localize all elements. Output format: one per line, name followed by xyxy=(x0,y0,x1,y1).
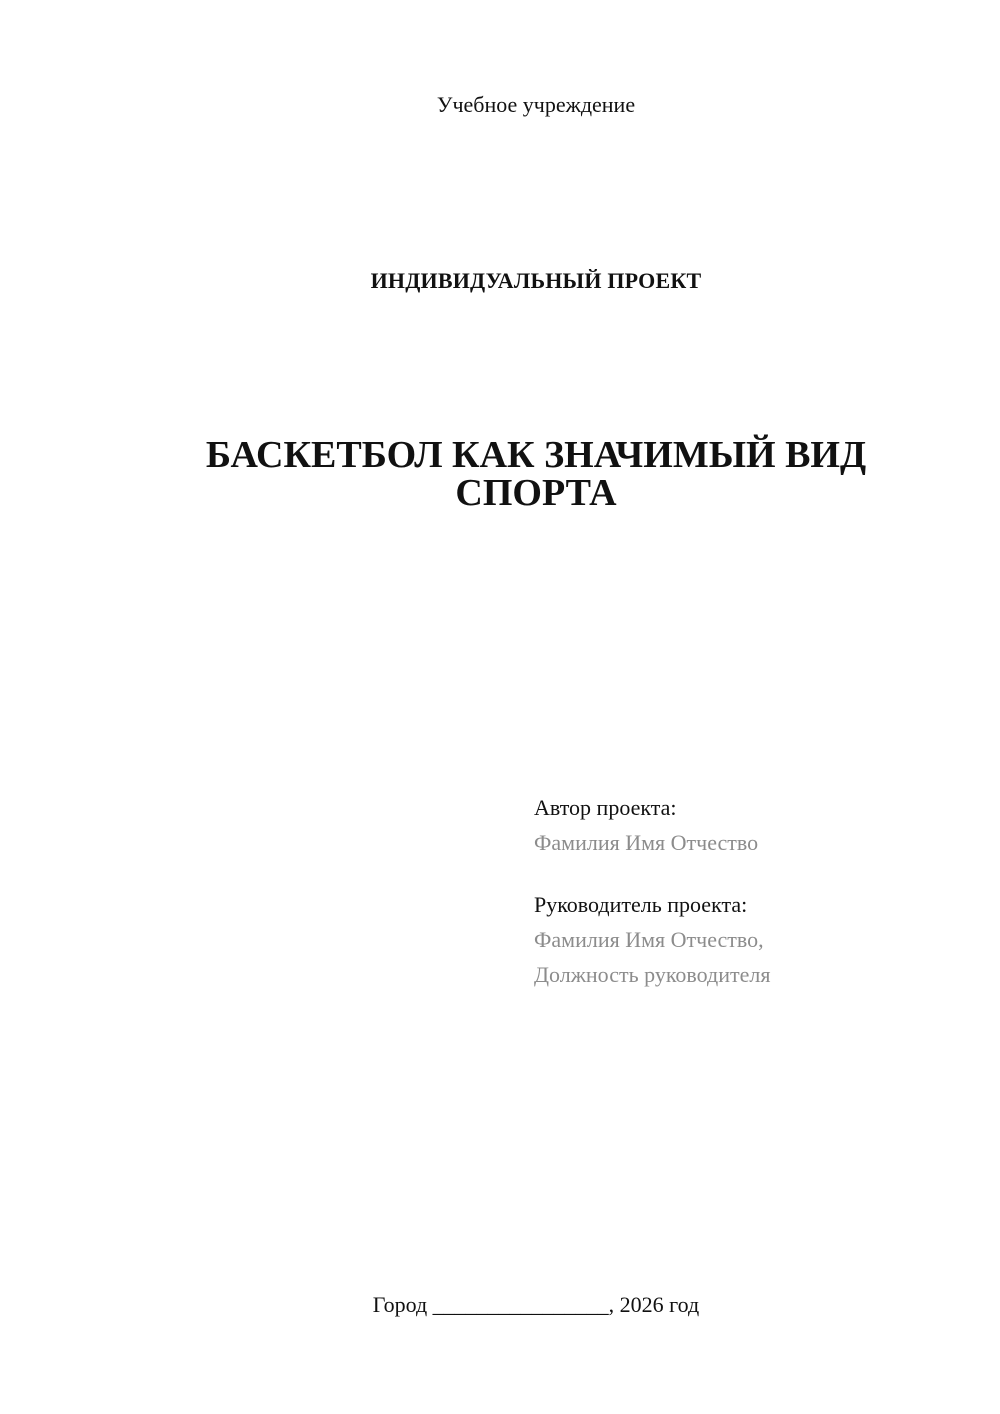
project-title xyxy=(180,436,892,512)
author-name: Фамилия Имя Отчество xyxy=(534,830,759,855)
city-label: Город xyxy=(372,1292,428,1317)
city-year-line xyxy=(0,1290,1000,1320)
spacer xyxy=(534,860,954,887)
supervisor-name: Фамилия Имя Отчество, xyxy=(534,927,764,952)
project-title-line-2: СПОРТА xyxy=(455,472,617,514)
project-info-block xyxy=(534,790,954,992)
supervisor-label: Руководитель проекта: xyxy=(534,892,748,917)
city-blank: ________________ xyxy=(432,1292,609,1317)
supervisor-position: Должность руководителя xyxy=(534,962,771,987)
year-text: , 2026 год xyxy=(608,1292,700,1317)
document-type: ИНДИВИДУАЛЬНЫЙ ПРОЕКТ xyxy=(370,268,702,293)
author-label: Автор проекта: xyxy=(534,795,677,820)
institution-name: Учебное учреждение xyxy=(436,92,636,117)
project-title-line-1: БАСКЕТБОЛ КАК ЗНАЧИМЫЙ ВИД xyxy=(205,434,867,476)
